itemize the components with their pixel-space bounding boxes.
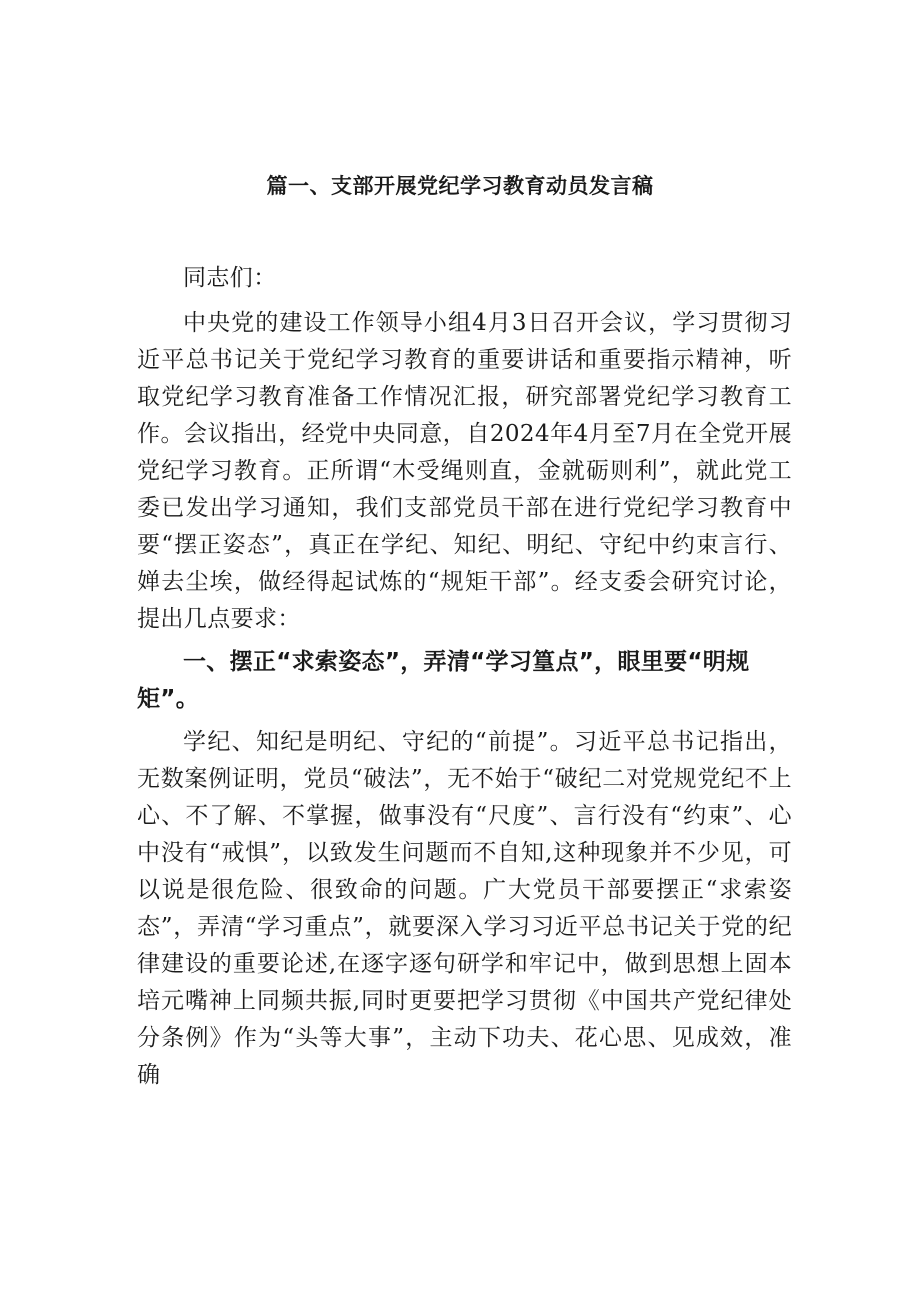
intro-paragraph: 中央党的建设工作领导小组4月3日召开会议，学习贯彻习近平总书记关于党纪学习教育的重要讲话和重要指示精神，听取党纪学习教育准备工作情况汇报，研究部署党纪学习教育工作。会议指出，经党中央同意，自2024年4月至7月在全党开展党纪学习教育。正所谓“木受绳则直，金就砺则利”，就此党工委已发出学习通知，我们支部党员干部在进行党纪学习教育中要“摆正姿态”，真正在学纪、知纪、明纪、守纪中约束言行、婵去尘埃，做经得起试炼的“规矩干部”。经支委会研究讨论，提出几点要求： — [137, 310, 792, 632]
section-paragraph-1: 学纪、知纪是明纪、守纪的“前提”。习近平总书记指出，无数案例证明，党员“破法”，无不始于“破纪二对党规党纪不上心、不了解、不掌握，做事没有“尺度”、言行没有“约束”、心中没有“戒惧”，以致发生问题而不自知,这种现象并不少见，可以说是很危险、很致命的问题。广大党员干部要摆正“求索姿态”，弄清“学习重点”，就要深入学习习近平总书记关于党的纪律建设的重要论述,在逐字逐句研学和牢记中，做到思想上固本培元嘴神上同频共振,同时更要把学习贯彻《中国共产党纪律处分条例》作为“头等大事”，主动下功夫、花心思、见成效，准确 — [137, 729, 792, 1088]
section-heading-1: 一、摆正“求索姿态”，弄清“学习篁点”，眼里要“明规矩”。 — [137, 649, 750, 712]
greeting-line: 同志们： — [183, 265, 277, 291]
document-title: 篇一、支部开展党纪学习教育动员发言稿 — [266, 174, 654, 198]
document-body — [137, 260, 792, 1100]
